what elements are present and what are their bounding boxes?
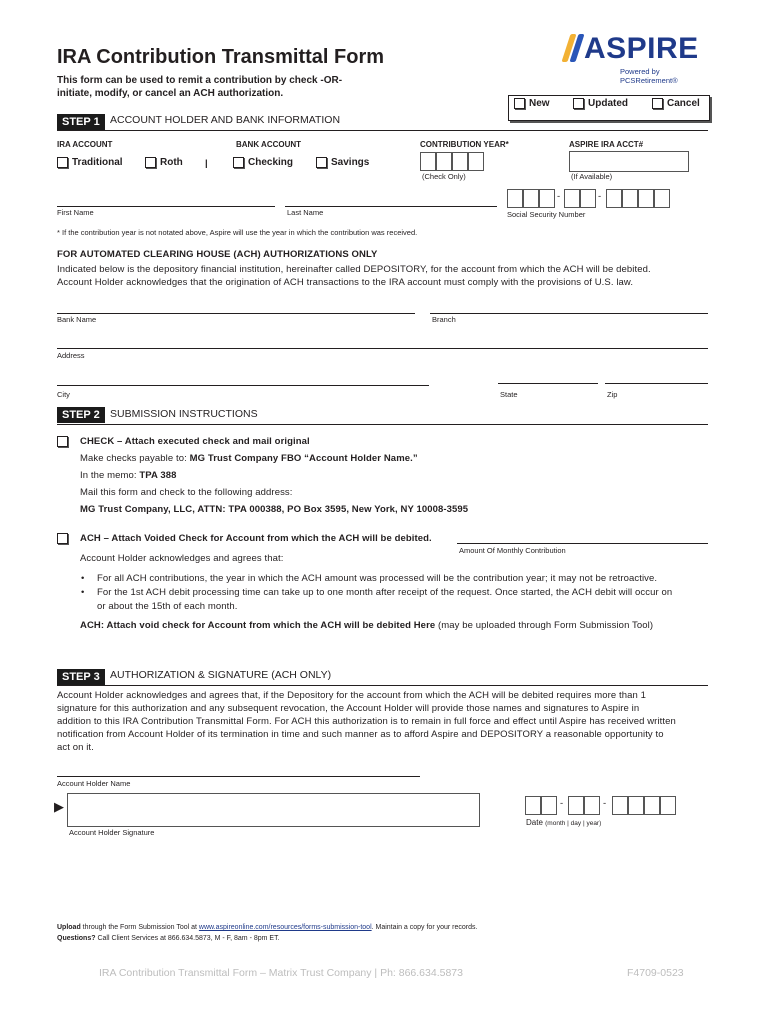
date-dash-2: -: [603, 798, 607, 809]
state-line[interactable]: [498, 383, 598, 384]
memo-value: TPA 388: [139, 470, 177, 481]
payable-prefix: Make checks payable to:: [80, 453, 190, 464]
first-name-label: First Name: [57, 208, 94, 217]
step2-tag: STEP 2: [57, 407, 105, 423]
ssn-digit-6[interactable]: [606, 189, 622, 208]
check-title: CHECK – Attach executed check and mail original: [80, 436, 310, 447]
last-name-label: Last Name: [287, 208, 324, 217]
year-digit-4[interactable]: [468, 152, 484, 171]
questions-text: Call Client Services at 866.634.5873, M - F, 8am - 8pm ET.: [95, 935, 280, 942]
amount-line[interactable]: [457, 543, 708, 544]
date-day-2[interactable]: [584, 796, 600, 815]
updated-checkbox[interactable]: [573, 98, 584, 109]
auth-text-4: notification from Account Holder of its termination in time and such manner as to afford Aspire and DEPOSITORY a reasonable opportunity to: [57, 729, 664, 740]
ira-account-label: IRA ACCOUNT: [57, 140, 113, 149]
ira-bank-separator: |: [205, 158, 208, 169]
step2-rule: [57, 424, 708, 425]
last-name-line[interactable]: [285, 206, 497, 207]
updated-label: Updated: [588, 98, 628, 109]
bullet-dot-1: •: [81, 573, 85, 584]
date-label-row: [526, 818, 601, 827]
upload-link[interactable]: www.aspireonline.com/resources/forms-submission-tool: [198, 924, 372, 931]
step2-heading: SUBMISSION INSTRUCTIONS: [110, 408, 258, 420]
bank-name-line[interactable]: [57, 313, 415, 314]
contribution-year-footnote: * If the contribution year is not notated above, Aspire will use the year in which the contribution was received.: [57, 228, 418, 237]
step1-rule: [57, 130, 708, 131]
cancel-option[interactable]: [652, 98, 700, 109]
ssn-label: Social Security Number: [507, 210, 586, 219]
date-label: Date: [526, 818, 543, 827]
signature-arrow-icon: ▶: [54, 799, 65, 814]
ssn-digit-4[interactable]: [564, 189, 580, 208]
auth-text-2: signature for this authorization and any subsequent revocation, the Account Holder will provide those names and signatures to Aspire in: [57, 703, 640, 714]
checking-label: Checking: [248, 157, 294, 168]
new-option[interactable]: [514, 98, 550, 109]
traditional-checkbox[interactable]: [57, 157, 68, 168]
bullet-dot-2: •: [81, 587, 85, 598]
zip-label: Zip: [607, 390, 618, 399]
payable-value: MG Trust Company FBO “Account Holder Name.”: [189, 453, 418, 464]
form-title: IRA Contribution Transmittal Form: [57, 46, 385, 68]
ssn-digit-8[interactable]: [638, 189, 654, 208]
city-line[interactable]: [57, 385, 429, 386]
amount-label: Amount Of Monthly Contribution: [459, 546, 566, 555]
bullet-1: For all ACH contributions, the year in which the ACH amount was processed will be the contribution year; it may not be retroactive.: [97, 573, 658, 584]
date-day-1[interactable]: [568, 796, 584, 815]
roth-checkbox[interactable]: [145, 157, 156, 168]
auth-text-5: act on it.: [57, 742, 94, 753]
auth-text-3: addition to this IRA Contribution Transmittal Form. For ACH this authorization is to remain in full force and effect until Aspire has received written: [57, 716, 676, 727]
if-available-note: (If Available): [571, 172, 613, 181]
account-holder-name-label: Account Holder Name: [57, 779, 131, 788]
step3-heading: AUTHORIZATION & SIGNATURE (ACH ONLY): [110, 669, 332, 681]
memo-prefix: In the memo:: [80, 470, 140, 481]
mail-instructions: Mail this form and check to the following address:: [80, 487, 293, 498]
updated-option[interactable]: [573, 98, 628, 109]
logo-subtitle: Powered by PCSRetirement®: [620, 67, 678, 85]
ach-option[interactable]: [57, 533, 68, 544]
savings-label: Savings: [331, 157, 370, 168]
ssn-digit-3[interactable]: [539, 189, 555, 208]
check-checkbox[interactable]: [57, 436, 68, 447]
year-digit-1[interactable]: [420, 152, 436, 171]
questions-note: [57, 934, 280, 944]
ssn-digit-5[interactable]: [580, 189, 596, 208]
savings-option[interactable]: [316, 157, 369, 168]
upload-bold: Upload: [57, 924, 81, 931]
traditional-label: Traditional: [72, 157, 123, 168]
first-name-line[interactable]: [57, 206, 275, 207]
aspire-acct-input[interactable]: [569, 151, 689, 172]
account-holder-name-line[interactable]: [57, 776, 420, 777]
state-label: State: [500, 390, 518, 399]
form-intro: [57, 74, 357, 100]
date-month-1[interactable]: [525, 796, 541, 815]
signature-label: Account Holder Signature: [69, 828, 155, 837]
auth-text-1: Account Holder acknowledges and agrees that, if the Depository for the account from which the ACH will be debited requires more than 1: [57, 690, 646, 701]
check-only-note: (Check Only): [422, 172, 466, 181]
upload-note: [57, 923, 477, 933]
checking-option[interactable]: [233, 157, 293, 168]
mailing-address: MG Trust Company, LLC, ATTN: TPA 000388, PO Box 3595, New York, NY 10008-3595: [80, 504, 469, 515]
step1-tag: STEP 1: [57, 114, 105, 130]
new-label: New: [529, 98, 550, 109]
date-month-2[interactable]: [541, 796, 557, 815]
ach-text-line-1: Indicated below is the depository financial institution, hereinafter called DEPOSITORY, for the account from which the ACH will be debited.: [57, 264, 651, 275]
memo-line: [80, 469, 177, 482]
savings-checkbox[interactable]: [316, 157, 327, 168]
questions-bold: Questions?: [57, 935, 96, 942]
roth-option[interactable]: [145, 157, 183, 168]
bullet-2b: or about the 15th of each month.: [97, 601, 238, 612]
check-option[interactable]: [57, 436, 68, 447]
checking-checkbox[interactable]: [233, 157, 244, 168]
date-year-4[interactable]: [660, 796, 676, 815]
upload-end: . Maintain a copy for your records.: [371, 924, 478, 931]
zip-line[interactable]: [605, 383, 708, 384]
step3-rule: [57, 685, 708, 686]
bank-name-label: Bank Name: [57, 315, 97, 324]
date-year-1[interactable]: [612, 796, 628, 815]
ssn-digit-2[interactable]: [523, 189, 539, 208]
address-line[interactable]: [57, 348, 708, 349]
ach-acknowledgement: Account Holder acknowledges and agrees that:: [80, 553, 284, 564]
ssn-digit-7[interactable]: [622, 189, 638, 208]
date-dash-1: -: [560, 798, 564, 809]
footer-form-number: F4709-0523: [627, 967, 684, 979]
aspire-acct-label: ASPIRE IRA ACCT#: [569, 140, 644, 149]
intro-line-1: This form can be used to remit a contribution by check -OR-: [57, 75, 343, 86]
city-label: City: [57, 390, 70, 399]
address-label: Address: [57, 351, 85, 360]
date-hint: (month | day | year): [545, 820, 602, 827]
step1-heading: ACCOUNT HOLDER AND BANK INFORMATION: [110, 114, 341, 126]
footer-left: IRA Contribution Transmittal Form – Matrix Trust Company | Ph: 866.634.5873: [99, 967, 463, 979]
attach-bold: ACH: Attach void check for Account from which the ACH will be debited Here: [80, 620, 436, 631]
cancel-label: Cancel: [667, 98, 700, 109]
new-checkbox[interactable]: [514, 98, 525, 109]
step3-tag: STEP 3: [57, 669, 105, 685]
bank-account-label: BANK ACCOUNT: [236, 140, 302, 149]
branch-label: Branch: [432, 315, 456, 324]
ssn-digit-9[interactable]: [654, 189, 670, 208]
branch-line[interactable]: [430, 313, 708, 314]
intro-line-2: initiate, modify, or cancel an ACH authorization.: [57, 88, 284, 99]
bullet-2a: For the 1st ACH debit processing time can take up to one month after receipt of the request. Once started, the ACH debit will occur on: [97, 587, 673, 598]
aspire-logo: [562, 30, 712, 85]
ssn-dash-2: -: [598, 191, 602, 202]
ach-text-line-2: Account Holder acknowledges that the origination of ACH transactions to the IRA account must comply with the provisions of U.S. law.: [57, 277, 634, 288]
ach-title: ACH – Attach Voided Check for Account from which the ACH will be debited.: [80, 533, 432, 544]
attach-rest: (may be uploaded through Form Submission Tool): [435, 620, 654, 631]
ach-heading: FOR AUTOMATED CLEARING HOUSE (ACH) AUTHORIZATIONS ONLY: [57, 249, 378, 260]
ssn-digit-1[interactable]: [507, 189, 523, 208]
year-digit-2[interactable]: [436, 152, 452, 171]
traditional-option[interactable]: [57, 157, 123, 168]
upload-text: through the Form Submission Tool at: [80, 924, 199, 931]
date-year-3[interactable]: [644, 796, 660, 815]
date-year-2[interactable]: [628, 796, 644, 815]
attach-void-check: [80, 619, 653, 632]
ach-checkbox[interactable]: [57, 533, 68, 544]
year-digit-3[interactable]: [452, 152, 468, 171]
roth-label: Roth: [160, 157, 183, 168]
ssn-dash-1: -: [557, 191, 561, 202]
contribution-year-label: CONTRIBUTION YEAR*: [420, 140, 509, 149]
logo-text: ASPIRE: [584, 32, 699, 65]
signature-box[interactable]: [67, 793, 480, 827]
payable-line: [80, 452, 418, 465]
cancel-checkbox[interactable]: [652, 98, 663, 109]
